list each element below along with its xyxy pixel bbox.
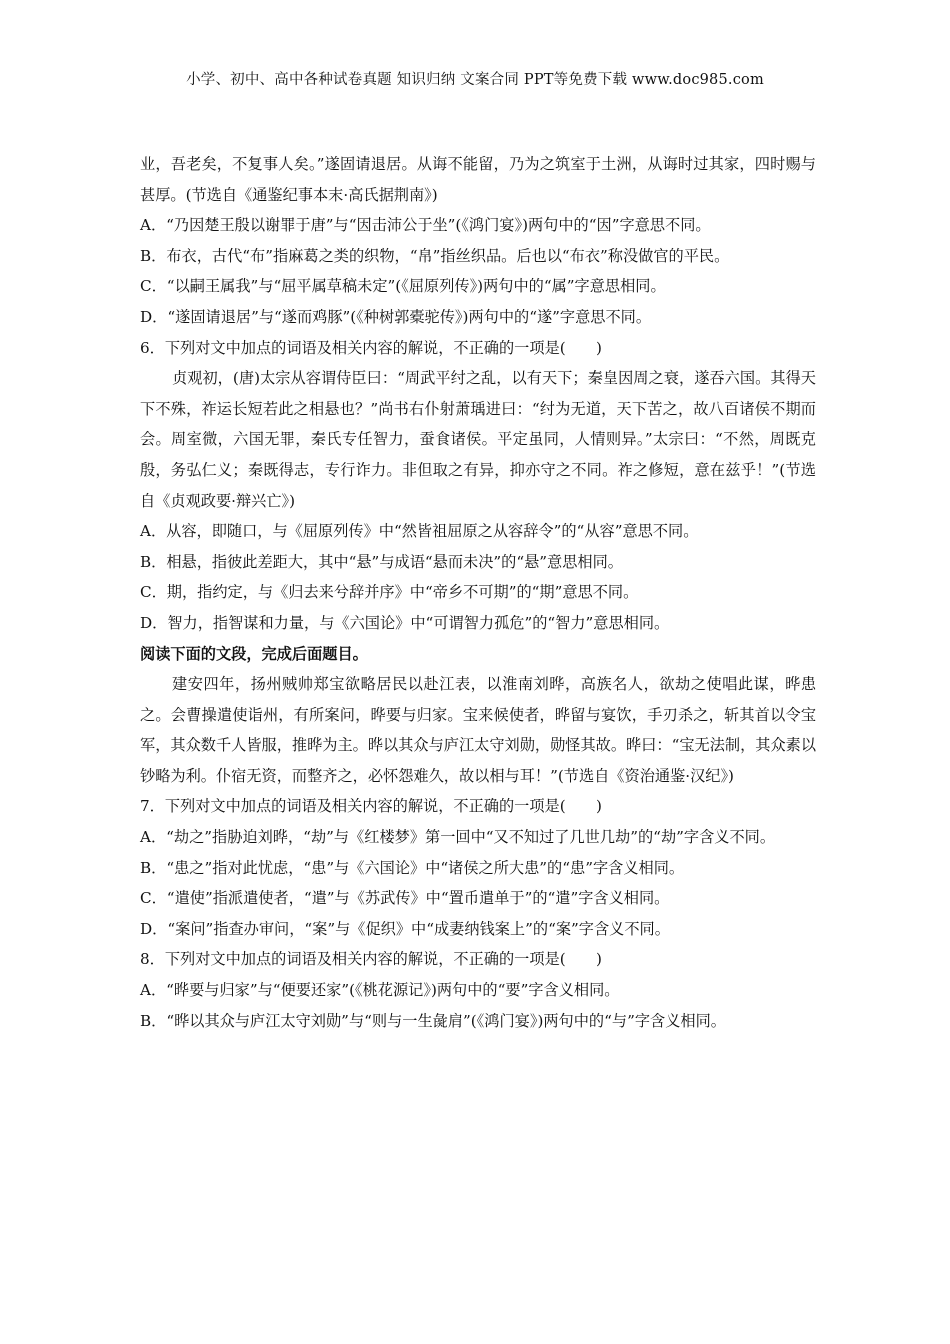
q8-option-a: A．“晔要与归家”与“便要还家”(《桃花源记》)两句中的“要”字含义相同。 xyxy=(140,981,620,1000)
q6-option-a: A．从容，即随口，与《屈原列传》中“然皆祖屈原之从容辞令”的“从容”意思不同。 xyxy=(140,522,699,541)
q6-option-c: C．期，指约定，与《归去来兮辞并序》中“帝乡不可期”的“期”意思不同。 xyxy=(140,583,639,602)
question-8: 8．下列对文中加点的词语及相关内容的解说，不正确的一项是( ) xyxy=(140,950,602,969)
document-body xyxy=(140,149,816,1036)
passage-zhenguan: 贞观初，(唐)太宗从容谓侍臣曰：“周武平纣之乱，以有天下；秦皇因周之衰，遂吞六国。其得天下不殊，祚运长短若此之相悬也？”尚书右仆射萧瑀进曰：“纣为无道，天下苦之，故八百诸侯不期而会。周室微，六国无罪，秦氏专任智力，蚕食诸侯。平定虽同，人情则异。”太宗曰：“不然，周既克殷，务弘仁义；秦既得志，专行诈力。非但取之有异，抑亦守之不同。祚之修短，意在兹乎！”(节选自《贞观政要·辩兴亡》) xyxy=(140,369,816,510)
question-7: 7．下列对文中加点的词语及相关内容的解说，不正确的一项是( ) xyxy=(140,797,602,816)
q7-option-b: B．“患之”指对此忧虑，“患”与《六国论》中“诸侯之所大患”的“患”字含义相同。 xyxy=(140,858,685,877)
q5-option-c: C．“以嗣王属我”与“屈平属草稿未定”(《屈原列传》)两句中的“属”字意思相同。 xyxy=(140,277,666,296)
q8-option-b: B．“晔以其众与庐江太守刘勋”与“则与一生彘肩”(《鸿门宴》)两句中的“与”字含义相同。 xyxy=(140,1011,726,1030)
q5-option-a: A．“乃因楚王殷以谢罪于唐”与“因击沛公于坐”(《鸿门宴》)两句中的“因”字意思不同。 xyxy=(140,216,711,235)
q5-option-d: D．“遂固请退居”与“遂而鸡豚”(《种树郭橐驼传》)两句中的“遂”字意思不同。 xyxy=(140,307,652,326)
reading-instruction: 阅读下面的文段，完成后面题目。 xyxy=(140,644,368,663)
page-header: 小学、初中、高中各种试卷真题 知识归纳 文案合同 PPT等免费下载 www.doc985.com xyxy=(186,72,764,88)
q7-option-d: D．“案问”指查办审问，“案”与《促织》中“成妻纳钱案上”的“案”字含义不同。 xyxy=(140,919,670,938)
passage-jianan: 建安四年，扬州贼帅郑宝欲略居民以赴江表，以淮南刘晔，高族名人，欲劫之使唱此谋，晔患之。会曹操遣使诣州，有所案问，晔要与归家。宝来候使者，晔留与宴饮，手刃杀之，斩其首以令宝军，其众数千人皆服，推晔为主。晔以其众与庐江太守刘勋，勋怪其故。晔曰：“宝无法制，其众素以钞略为利。仆宿无资，而整齐之，必怀怨难久，故以相与耳！”(节选自《资治通鉴·汉纪》) xyxy=(140,675,817,785)
q6-option-d: D．智力，指智谋和力量，与《六国论》中“可谓智力孤危”的“智力”意思相同。 xyxy=(140,613,670,632)
q7-option-a: A．“劫之”指胁迫刘晔，“劫”与《红楼梦》第一回中“又不知过了几世几劫”的“劫”字含义不同。 xyxy=(140,828,776,847)
passage-text-continued: 业，吾老矣，不复事人矣。”遂固请退居。从诲不能留，乃为之筑室于土洲，从诲时过其家，四时赐与甚厚。(节选自《通鉴纪事本末·高氏据荆南》) xyxy=(140,155,816,204)
q7-option-c: C．“遣使”指派遣使者，“遣”与《苏武传》中“置币遣单于”的“遣”字含义相同。 xyxy=(140,889,670,908)
q6-option-b: B．相悬，指彼此差距大，其中“悬”与成语“悬而未决”的“悬”意思相同。 xyxy=(140,552,623,571)
q5-option-b: B．布衣，古代“布”指麻葛之类的织物，“帛”指丝织品。后也以“布衣”称没做官的平民。 xyxy=(140,246,730,265)
question-6: 6．下列对文中加点的词语及相关内容的解说，不正确的一项是( ) xyxy=(140,338,602,357)
